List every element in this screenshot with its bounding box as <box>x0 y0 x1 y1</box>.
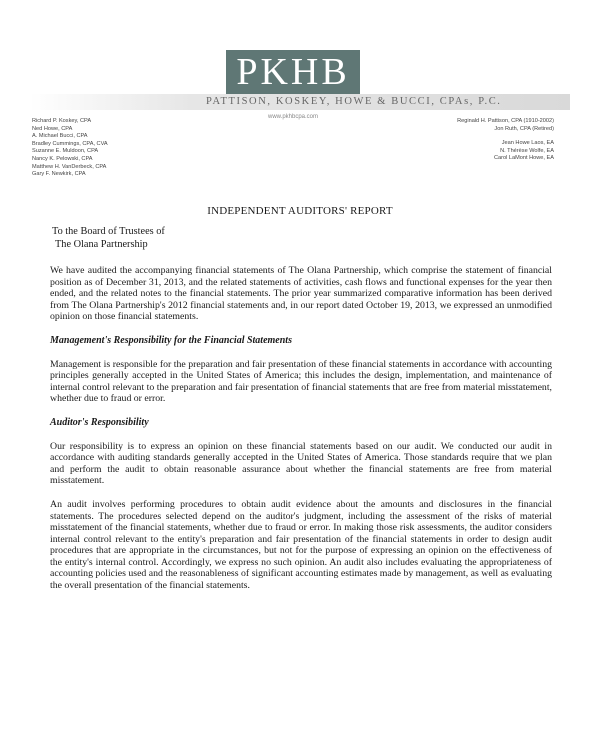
firm-name: PATTISON, KOSKEY, HOWE & BUCCI, CPAs, P.C. <box>206 96 502 107</box>
partner-name: Carol LaMont Howe, EA <box>493 155 554 162</box>
partner-name: Matthew H. VanDerbeck, CPA <box>32 163 107 170</box>
partner-name: Suzanne E. Muldoon, CPA <box>32 148 99 155</box>
partner-name: Ned Howe, CPA <box>32 125 73 132</box>
partner-name: Jean Howe Laos, EA <box>501 140 554 147</box>
report-title: INDEPENDENT AUDITORS' REPORT <box>207 205 393 217</box>
auditor-paragraph-1: Our responsibility is to express an opinion on these financial statements based on our audit. We conducted our audit in accordance with auditing standards generally accepted in the United States of America. Those standards require that we plan and perform the audit to obtain reasonable assurance about whether the financial statements are free from material misstatement. <box>50 440 552 487</box>
intro-paragraph: We have audited the accompanying financial statements of The Olana Partnership, which comprise the statement of financial position as of December 31, 2013, and the related statements of activities, cash flows and functional expenses for the year then ended, and the related notes to the financial statements. The prior year summarized comparative information has been derived from The Olana Partnership's 2012 financial statements and, in our report dated October 19, 2013, we expressed an unmodified opinion on those financial statements. <box>50 265 552 323</box>
partner-name: Jon Ruth, CPA (Retired) <box>494 125 554 132</box>
partner-name: Richard P. Koskey, CPA <box>32 118 92 124</box>
partner-name: N. Thérèse Wolfe, EA <box>500 147 554 154</box>
addressee-line-2: The Olana Partnership <box>55 238 148 250</box>
addressee <box>52 226 165 251</box>
auditor-heading: Auditor's Responsibility <box>50 416 149 428</box>
logo-text: PKHB <box>236 51 350 93</box>
report-body <box>50 265 552 604</box>
firm-name-band <box>30 94 570 110</box>
auditor-paragraph-2: An audit involves performing procedures to obtain audit evidence about the amounts and disclosures in the financial statements. The procedures selected depend on the auditor's judgment, including the assessment of the risks of material misstatement of the financial statements, whether due to fraud or error. In making those risk assessments, the auditor considers internal control relevant to the entity's preparation and fair presentation of the financial statements in order to design audit procedures that are appropriate in the circumstances, but not for the purpose of expressing an opinion on the effectiveness of the entity's internal control. Accordingly, we express no such opinion. An audit also includes evaluating the appropriateness of accounting policies used and the reasonableness of significant accounting estimates made by management, as well as evaluating the overall presentation of the financial statements. <box>50 498 552 592</box>
partner-name: Gary F. Newkirk, CPA <box>32 171 86 178</box>
management-heading: Management's Responsibility for the Financial Statements <box>50 334 292 346</box>
firm-logo <box>226 50 360 94</box>
partner-name: Nancy K. Pelowski, CPA <box>32 155 93 162</box>
partner-name: Bradley Cummings, CPA, CVA <box>32 140 108 147</box>
addressee-line-1: To the Board of Trustees of <box>52 226 165 237</box>
partner-name: A. Michael Bucci, CPA <box>32 133 88 140</box>
partners-list-right <box>457 118 554 163</box>
partner-name: Reginald H. Pattison, CPA (1910-2002) <box>457 118 554 124</box>
firm-website[interactable]: www.pkhbcpa.com <box>268 114 319 120</box>
management-paragraph: Management is responsible for the preparation and fair presentation of these financial statements in accordance with accounting principles generally accepted in the United States of America; this includes the design, implementation, and maintenance of internal control relevant to the preparation and fair presentation of financial statements that are free from material misstatement, whether due to fraud or error. <box>50 358 552 405</box>
partners-list-left <box>32 118 108 179</box>
